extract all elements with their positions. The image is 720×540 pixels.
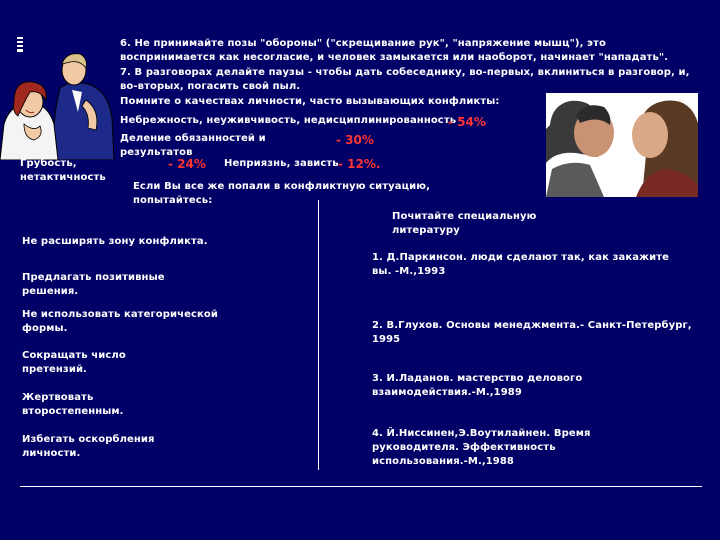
- rudeness-percent: - 24%: [168, 157, 206, 171]
- advice-item: Предлагать позитивные решения.: [22, 272, 165, 297]
- envy-percent: - 12%.: [338, 157, 381, 171]
- envy-label: Неприязнь, зависть: [224, 158, 339, 169]
- literature-item: 4. Й.Ниссинен,Э.Воутилайнен. Время руководителя. Эффективность использования.-М.,1988: [372, 428, 591, 467]
- advice-item: Сокращать число претензий.: [22, 350, 126, 375]
- column-divider: [318, 200, 319, 470]
- literature-item: 3. И.Ладанов. мастерство делового взаимодействия.-М.,1989: [372, 373, 583, 398]
- bottom-rule: [20, 486, 702, 487]
- advice-item: Не использовать категорической формы.: [22, 309, 218, 334]
- conversation-clipart: [0, 40, 118, 160]
- tip-7-text: 7. В разговорах делайте паузы - чтобы дать собеседнику, во-первых, вклиниться в разговор, и, во-вторых, погасить свой пыл.: [120, 67, 690, 92]
- rudeness-label: Грубость, нетактичность: [20, 158, 106, 183]
- tip-6-text: 6. Не принимайте позы "обороны" ("скрещивание рук", "напряжение мышц"), это воспринимается как несогласие, и человек замыкается или наоборот, начинает "нападать".: [120, 38, 669, 63]
- literature-heading: Почитайте специальную литературу: [392, 211, 537, 236]
- negligence-percent: - 54%: [448, 115, 486, 129]
- qualities-heading: Помните о качествах личности, часто вызывающих конфликты:: [120, 96, 500, 107]
- couple-photo: [546, 93, 698, 197]
- advice-item: Жертвовать второстепенным.: [22, 392, 124, 417]
- advice-item: Не расширять зону конфликта.: [22, 236, 208, 247]
- division-label: Деление обязанностей и результатов: [120, 133, 266, 158]
- literature-item: 2. В.Глухов. Основы менеджмента.- Санкт-Петербург, 1995: [372, 320, 692, 345]
- division-percent: - 30%: [336, 133, 374, 147]
- literature-item: 1. Д.Паркинсон. люди сделают так, как закажите вы. -М.,1993: [372, 252, 670, 277]
- conflict-intro: Если Вы все же попали в конфликтную ситуацию, попытайтесь:: [133, 181, 430, 206]
- advice-item: Избегать оскорбления личности.: [22, 434, 155, 459]
- negligence-label: Небрежность, неуживчивость, недисциплинированность: [120, 115, 457, 126]
